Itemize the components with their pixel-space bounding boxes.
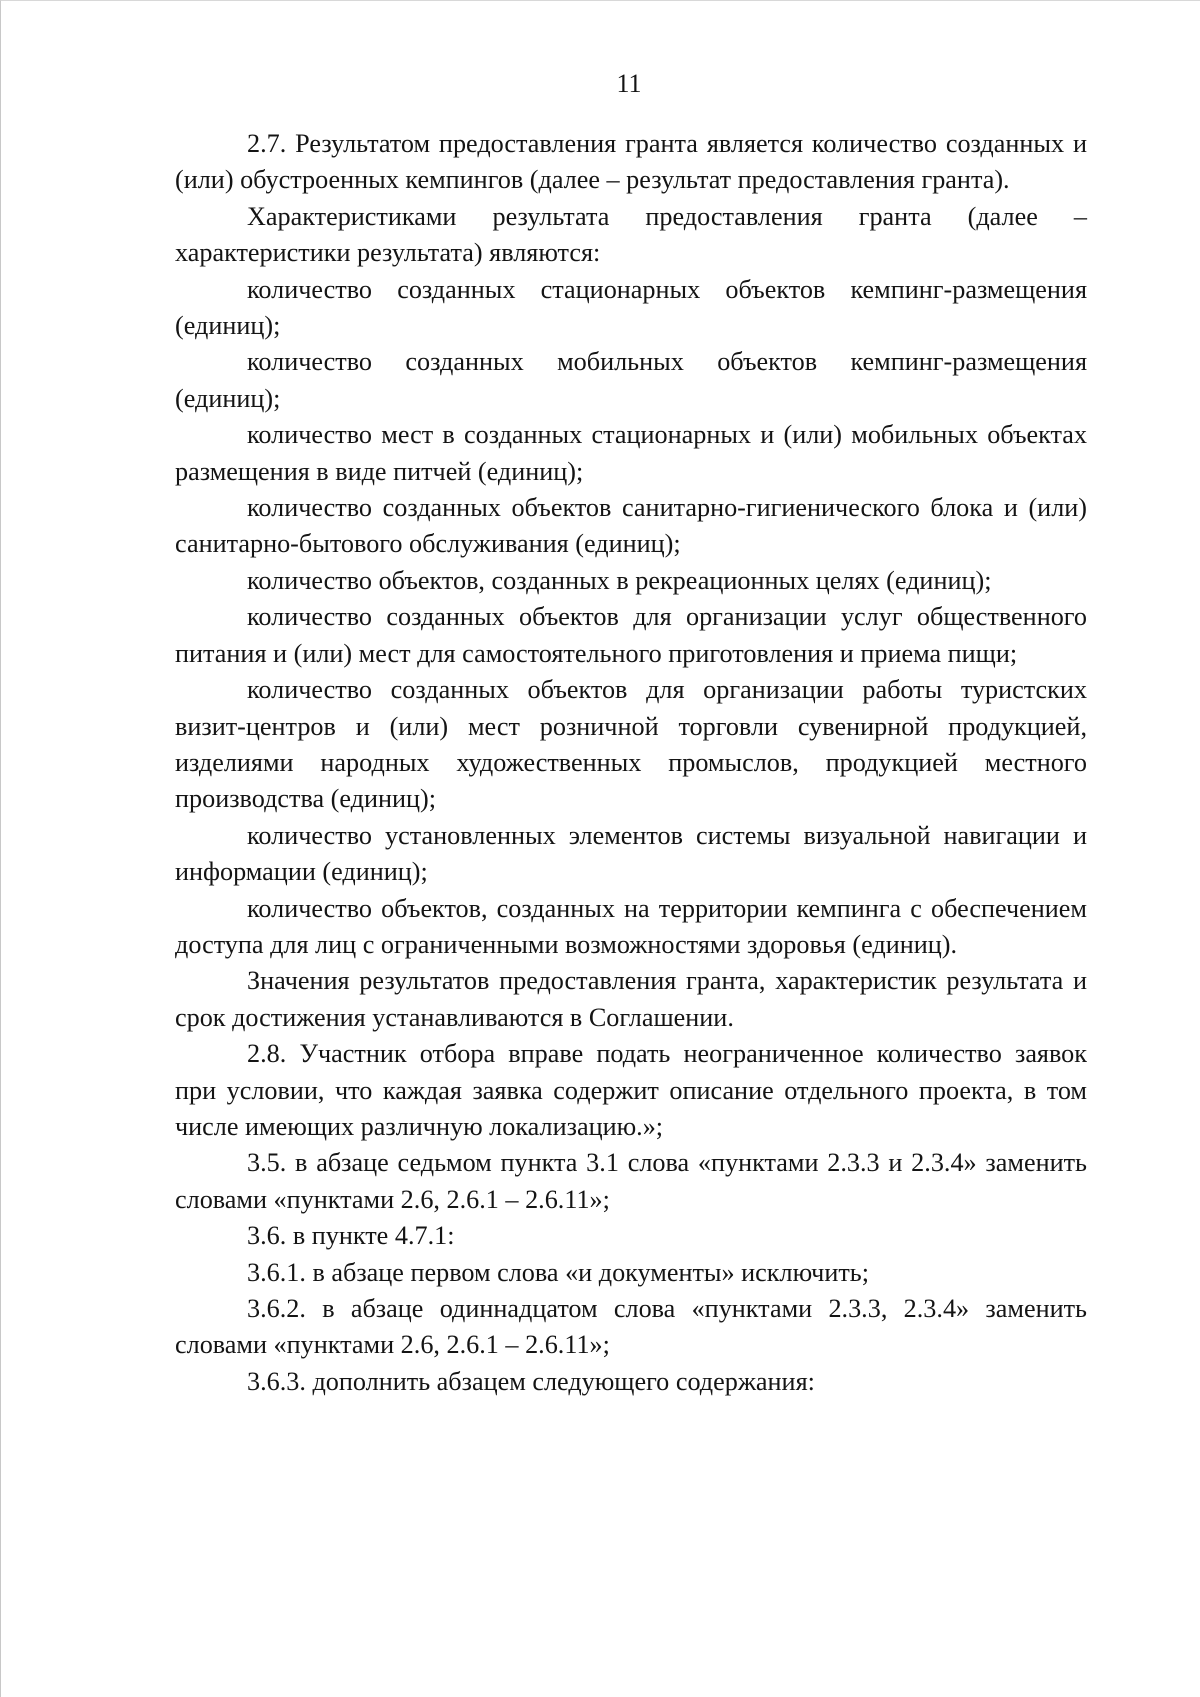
paragraph: количество созданных стационарных объектов кемпинг-размещения (единиц); [175, 274, 1087, 341]
paragraph: 3.5. в абзаце седьмом пункта 3.1 слова «пунктами 2.3.3 и 2.3.4» заменить словами «пунктами 2.6, 2.6.1 – 2.6.11»; [175, 1148, 1087, 1214]
paragraph: количество созданных мобильных объектов кемпинг-размещения (единиц); [175, 347, 1087, 413]
paragraph: количество установленных элементов системы визуальной навигации и информации (единиц); [175, 820, 1087, 887]
paragraph: количество объектов, созданных в рекреационных целях (единиц); [247, 565, 992, 595]
paragraph: 3.6.2. в абзаце одиннадцатом слова «пунктами 2.3.3, 2.3.4» заменить словами «пунктами 2.6, 2.6.1 – 2.6.11»; [175, 1294, 1087, 1360]
paragraph: Характеристиками результата предоставления гранта (далее – характеристики результата) являются: [175, 201, 1087, 268]
document-body [175, 126, 1087, 1400]
paragraph: количество объектов, созданных на территории кемпинга с обеспечением доступа для лиц с ограниченными возможностями здоровья (единиц). [175, 893, 1087, 959]
paragraph: 2.7. Результатом предоставления гранта является количество созданных и (или) обустроенных кемпингов (далее – результат предоставления гранта). [175, 129, 1087, 195]
paragraph: количество созданных объектов для организации услуг общественного питания и (или) мест для самостоятельного приготовления и приема пищи; [175, 602, 1087, 668]
paragraph: Значения результатов предоставления гранта, характеристик результата и срок достижения устанавливаются в Соглашении. [175, 966, 1087, 1032]
paragraph: 3.6.1. в абзаце первом слова «и документы» исключить; [247, 1257, 869, 1287]
paragraph: 3.6. в пункте 4.7.1: [247, 1221, 455, 1251]
page-number: 11 [616, 69, 642, 98]
paragraph: 2.8. Участник отбора вправе подать неограниченное количество заявок при условии, что каждая заявка содержит описание отдельного проекта, в том числе имеющих различную локализацию.»; [175, 1039, 1087, 1141]
paragraph: количество созданных объектов для организации работы туристских визит-центров и (или) мест розничной торговли сувенирной продукцией, изделиями народных художественных промыслов, продукцией местного производства (единиц); [175, 675, 1087, 814]
paragraph: количество созданных объектов санитарно-гигиенического блока и (или) санитарно-бытового обслуживания (единиц); [175, 493, 1087, 559]
paragraph: количество мест в созданных стационарных и (или) мобильных объектах размещения в виде питчей (единиц); [175, 420, 1087, 486]
paragraph: 3.6.3. дополнить абзацем следующего содержания: [247, 1366, 815, 1396]
